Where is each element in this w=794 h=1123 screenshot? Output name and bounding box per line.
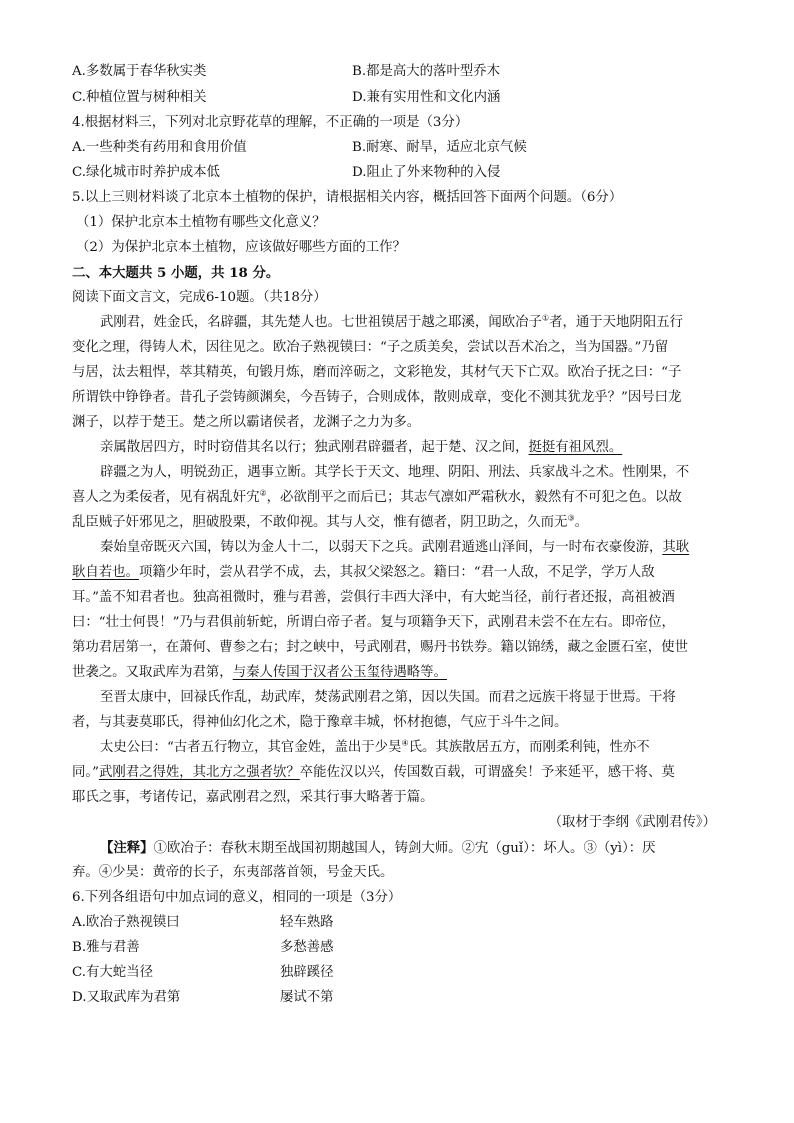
passage-line: 渊子，以荐于楚王。楚之所以霸诸侯者，龙渊子之力为多。 xyxy=(72,415,421,430)
q6-row-b-right: 多愁善感 xyxy=(280,940,334,955)
passage-line: 辟疆之为人，明锐劲正，遇事立断。其学长于天文、地理、阴阳、刑法、兵家战斗之术。性刚果，不 xyxy=(100,465,690,480)
underlined-sentence: 其耿 xyxy=(662,540,690,555)
notes-line: 【注释】①欧冶子：春秋末期至战国初期越国人，铸剑大师。②宄（guǐ）：坏人。③（yì）：厌 xyxy=(100,840,656,856)
passage-source: （取材于李纲《武刚君传》） xyxy=(548,815,716,830)
section-intro: 阅读下面文言文，完成6-10题。（共18分） xyxy=(72,290,327,305)
q4-option-b: B.耐寒、耐旱，适应北京气候 xyxy=(352,140,527,155)
passage-line: 世袭之。又取武库为君第，与秦人传国于汉者公玉玺待遇略等。 xyxy=(72,665,447,680)
footnote-marker: ② xyxy=(259,488,267,498)
passage-line: 亲属散居四方，时时窃借其名以行；独武刚君辟疆者，起于楚、汉之间，挺挺有祖风烈。 xyxy=(100,440,623,455)
q6-row-b-left: B.雅与君善 xyxy=(72,940,140,955)
passage-line: 耳。”盖不知君者也。独高祖微时，雅与君善，尝俱行丰西大泽中，有大蛇当径，前行者还报，高祖被酒 xyxy=(72,590,675,605)
underlined-sentence: 耿自若也。 xyxy=(72,565,139,580)
passage-line: 至晋太康中，回禄氏作乱，劫武库，焚荡武刚君之第，因以失国。而君之远族干将显于世焉。干将 xyxy=(100,690,676,705)
q3-option-b: B.都是高大的落叶型乔木 xyxy=(352,64,501,79)
passage-line: 者，与其妻莫耶氏，得神仙幻化之术，隐于豫章丰城，怀材抱德，气应于斗牛之间。 xyxy=(72,715,568,730)
q6-row-a-left: A.欧冶子熟视镆曰 xyxy=(72,915,180,930)
q4-option-a: A.一些种类有药用和食用价值 xyxy=(72,140,247,155)
notes-label: 【注释】 xyxy=(100,840,154,856)
q5-sub-2: （2）为保护北京本土植物，应该做好哪些方面的工作？ xyxy=(76,240,406,255)
q5-sub-1: （1）保护北京本土植物有哪些文化意义？ xyxy=(76,215,326,230)
passage-line: 曰：“壮士何畏！”乃与君俱前斩蛇，所谓白帝子者。复与项籍争天下，武刚君未尝不在左右。即帝位， xyxy=(72,615,675,630)
q3-option-a: A.多数属于春华秋实类 xyxy=(72,64,207,79)
q6-stem: 6.下列各组语句中加点词的意义，相同的一项是（3分） xyxy=(72,890,402,905)
q3-option-d: D.兼有实用性和文化内涵 xyxy=(352,90,501,105)
passage-line: 耶氏之事，考诸传记，嘉武刚君之烈，采其行事大略著于篇。 xyxy=(72,790,434,805)
underlined-sentence: 挺挺有祖风烈。 xyxy=(528,440,623,455)
passage-line: 喜人之为柔佞者，见有祸乱奸宄②，必欲削平之而后已；其志气凛如严霜秋水，毅然有不可犯之色。以故 xyxy=(72,488,682,505)
q6-row-c-left: C.有大蛇当径 xyxy=(72,965,153,980)
q3-option-c: C.种植位置与树种相关 xyxy=(72,90,207,105)
passage-line: 同。”武刚君之得姓，其北方之强者欤？卒能佐汉以兴，传国数百载，可谓盛矣！予来延平，感干将、莫 xyxy=(72,765,675,780)
q5-stem: 5.以上三则材料谈了北京本土植物的保护，请根据相关内容，概括回答下面两个问题。（6分） xyxy=(72,190,623,205)
section-heading: 二、本大题共 5 小题，共 18 分。 xyxy=(72,265,280,281)
q6-row-d-left: D.又取武库为君第 xyxy=(72,990,181,1005)
underlined-sentence: 与秦人传国于汉者公玉玺待遇略等。 xyxy=(232,665,447,680)
q4-option-d: D.阻止了外来物种的入侵 xyxy=(352,165,501,180)
passage-line: 乱臣贼子奸邪见之，胆破股栗，不敢仰视。其与人交，惟有德者，阴卫助之，久而无③。 xyxy=(72,513,589,530)
q6-row-a-right: 轻车熟路 xyxy=(280,915,334,930)
passage-line: 变化之理，得铸人术，因往见之。欧冶子熟视镆曰：“子之质美矣，尝试以吾术冶之，当为国器。”乃留 xyxy=(72,340,669,355)
passage-line: 所谓铁中铮铮者。昔孔子尝铸颜渊矣，今吾铸子，合则成体，散则成章，变化不测其犹龙乎？”因号曰龙 xyxy=(72,390,682,405)
underlined-sentence: 武刚君之得姓，其北方之强者欤？ xyxy=(98,765,300,780)
passage-line: 第功君居第一，在萧何、曹参之右；封之峡中，号武刚君，赐丹书铁券。籍以锦绣，藏之金匮石室，使世 xyxy=(72,640,688,655)
notes-line: 弃。④少昊：黄帝的长子，东夷部落首领，号金天氏。 xyxy=(72,865,394,880)
footnote-marker: ① xyxy=(541,313,550,323)
footnote-marker: ④ xyxy=(401,738,409,748)
passage-line: 与居，汰去粗悍，萃其精英，旬锻月炼，磨而淬砺之，文彩艳发，其材气天下亡双。欧冶子抚之曰：“子 xyxy=(72,365,682,380)
footnote-marker: ③ xyxy=(567,513,575,523)
passage-line: 耿自若也。项籍少年时，尝从君学不成，去，其叔父梁怒之。籍曰：“君一人敌，不足学，学万人敌 xyxy=(72,565,655,580)
passage-line: 秦始皇帝既灭六国，铸以为金人十二，以弱天下之兵。武刚君遁逃山泽间，与一时布衣豪俊游，其耿 xyxy=(100,540,690,555)
q6-row-d-right: 屡试不第 xyxy=(280,990,334,1005)
q4-option-c: C.绿化城市时养护成本低 xyxy=(72,165,220,180)
q6-row-c-right: 独辟蹊径 xyxy=(280,965,334,980)
q4-stem: 4.根据材料三，下列对北京野花草的理解，不正确的一项是（3分） xyxy=(72,115,469,130)
passage-line: 太史公曰：“古者五行物立，其官金姓，盖出于少昊④氏。其族散居五方，而刚柔利钝，性亦不 xyxy=(100,738,650,755)
passage-line: 武刚君，姓金氏，名辟疆，其先楚人也。七世祖镆居于越之耶溪，闻欧冶子①者，通于天地阴阳五行 xyxy=(100,313,683,330)
